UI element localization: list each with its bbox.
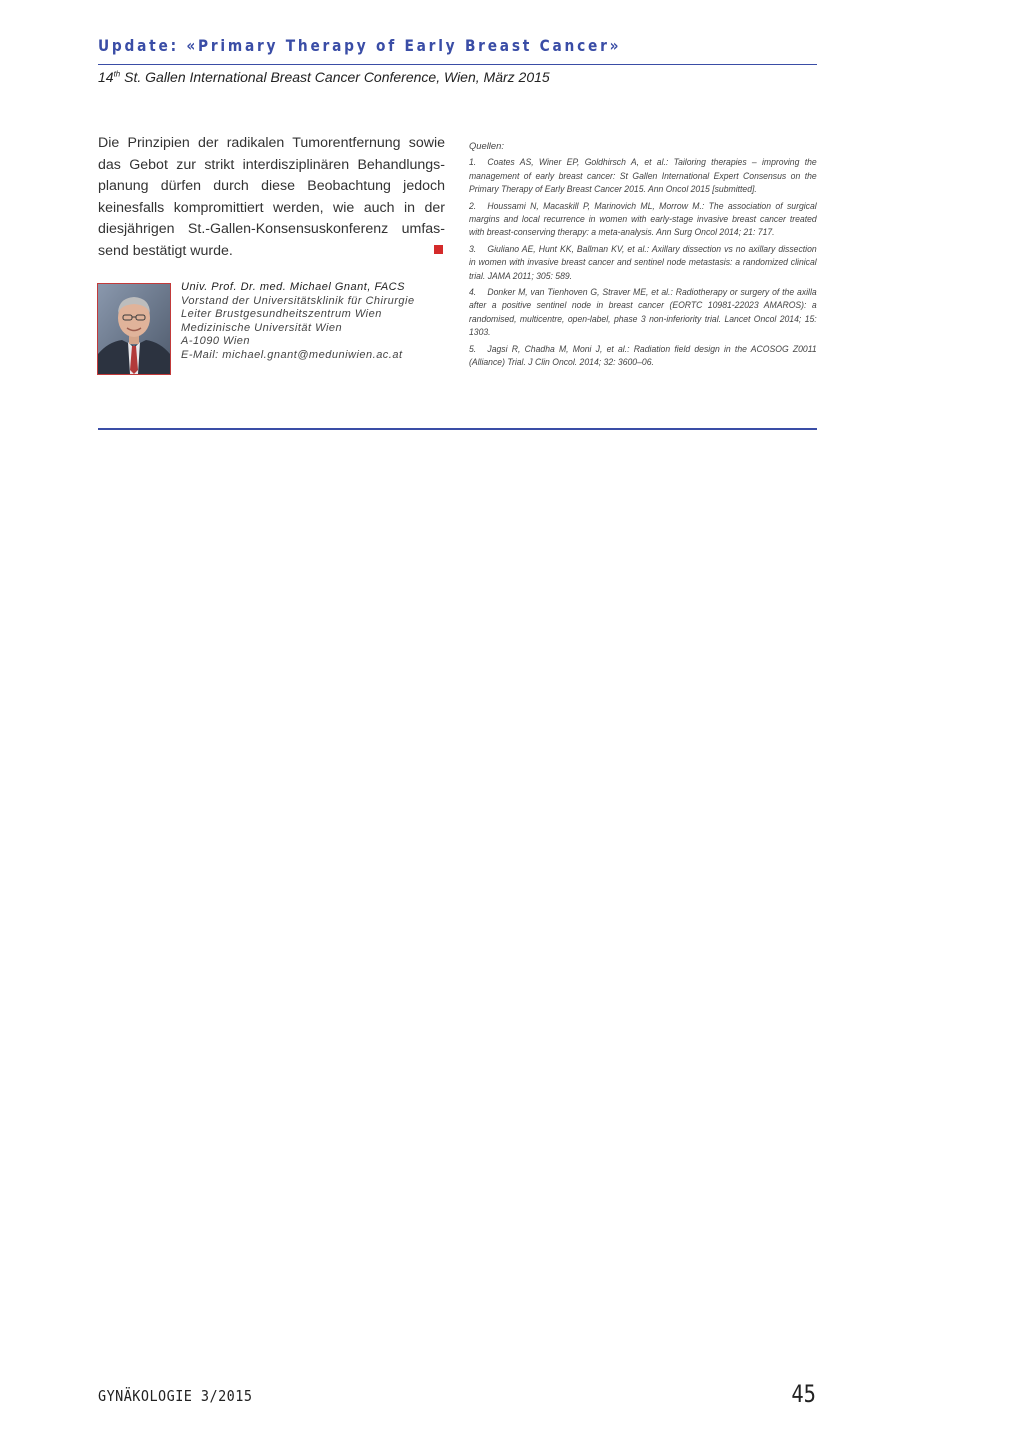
article-end-mark bbox=[434, 245, 443, 254]
body-paragraph: Die Prinzipien der radikalen Tumorentfernung sowie das Gebot zur strikt interdisziplinären Behandlungs-planung dürfen durch diese Beobachtung jedoch keinesfalls kompromittiert werden, wie auch in der diesjährigen St.-Gallen-Konsensuskonferenz umfas-send bestätigt wurde. bbox=[98, 135, 445, 259]
author-role: Leiter Brustgesundheitszentrum Wien bbox=[181, 308, 382, 321]
reference-item bbox=[469, 155, 817, 195]
reference-text: Donker M, van Tienhoven G, Straver ME, et al.: Radiotherapy or surgery of the axilla after a positive sentinel node in breast cancer (EORTC 10981-22023 AMAROS): a randomised, multicentre, open-label, phase 3 non-inferiority trial. Lancet Oncol 2014; 15: 1303. bbox=[469, 286, 817, 338]
author-info bbox=[181, 281, 451, 363]
author-position: Vorstand der Universitätsklinik für Chirurgie bbox=[181, 294, 415, 307]
reference-number: 1. bbox=[469, 156, 477, 168]
reference-text: Houssami N, Macaskill P, Marinovich ML, Morrow M.: The association of surgical margins and local recurrence in women with early-stage invasive breast cancer treated with breast-conserving therapy: a meta-analysis. Ann Surg Oncol 2014; 21: 717. bbox=[469, 199, 817, 238]
page-number: 45 bbox=[791, 1380, 816, 1408]
references bbox=[469, 139, 817, 372]
subtitle-text: St. Gallen International Breast Cancer Conference, Wien, März 2015 bbox=[120, 69, 550, 85]
running-title: Update: «Primary Therapy of Early Breast Cancer» bbox=[98, 36, 622, 55]
reference-item bbox=[469, 342, 817, 369]
reference-number: 2. bbox=[469, 199, 477, 211]
reference-item bbox=[469, 199, 817, 239]
reference-item bbox=[469, 285, 817, 339]
references-heading: Quellen: bbox=[469, 140, 504, 151]
header-divider bbox=[98, 64, 817, 65]
conference-subtitle bbox=[98, 69, 550, 85]
author-institution: Medizinische Universität Wien bbox=[181, 321, 343, 334]
reference-text: Jagsi R, Chadha M, Moni J, et al.: Radiation field design in the ACOSOG Z0011 (Alliance) Trial. J Clin Oncol. 2014; 32: 3600–06. bbox=[469, 342, 817, 368]
author-name: Univ. Prof. Dr. med. Michael Gnant, FACS bbox=[181, 281, 405, 293]
author-photo bbox=[97, 283, 171, 375]
reference-text: Giuliano AE, Hunt KK, Ballman KV, et al.: Axillary dissection vs no axillary dissection in women with invasive breast cancer and sentinel node metastasis: a randomized clinical trial. JAMA 2011; 305: 589. bbox=[469, 242, 817, 281]
author-address: A-1090 Wien bbox=[181, 335, 250, 348]
reference-number: 3. bbox=[469, 242, 477, 254]
reference-number: 4. bbox=[469, 286, 477, 298]
reference-number: 5. bbox=[469, 342, 477, 354]
content-end-divider bbox=[98, 428, 817, 430]
subtitle-number: 14 bbox=[98, 69, 114, 85]
reference-item bbox=[469, 242, 817, 282]
author-email: E-Mail: michael.gnant@meduniwien.ac.at bbox=[181, 348, 403, 361]
subtitle-superscript: th bbox=[113, 69, 121, 79]
portrait-image bbox=[98, 284, 170, 374]
journal-issue: GYNÄKOLOGIE 3/2015 bbox=[98, 1387, 253, 1405]
reference-text: Coates AS, Winer EP, Goldhirsch A, et al.: Tailoring therapies – improving the management of early breast cancer: St Gallen International Expert Consensus on the Primary Therapy of Early Breast Cancer 2015. Ann Oncol 2015 [submitted]. bbox=[469, 156, 817, 195]
